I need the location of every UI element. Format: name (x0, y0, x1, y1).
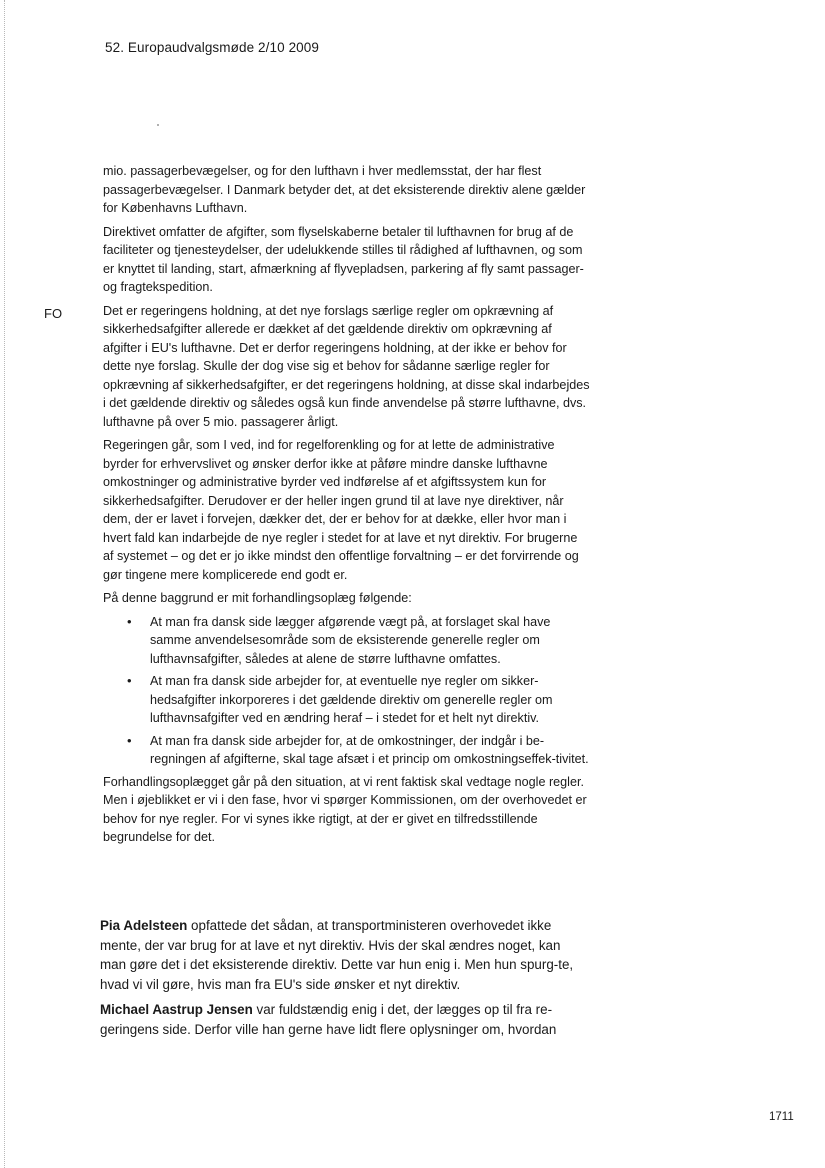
closing-paragraph: Forhandlingsoplægget går på den situation, at vi rent faktisk skal vedtage nogle regler. Men i øjeblikket er vi i den fase, hvor vi spørger Kommissionen, om der overhovedet er behov for nye regler. For vi synes ikke rigtigt, at der er givet en tilfredsstillende begrundelse for det. (103, 774, 587, 844)
speaker-name: Pia Adelsteen (100, 918, 188, 933)
paragraph-1: mio. passagerbevægelser, og for den lufthavn i hver medlemsstat, der har flest passagerbevægelser. I Danmark betyder det, at det eksisterende direktiv alene gælder for Københavns Lufthavn. (103, 164, 586, 215)
bullet-icon: • (127, 732, 132, 748)
bullet-icon: • (127, 673, 132, 688)
speech-1 (100, 916, 588, 994)
speeches (100, 916, 588, 1046)
margin-label-fo: FO (44, 306, 63, 321)
bullet-text: At man fra dansk side lægger afgørende vægt på, at forslaget skal have samme anvendelsesområde som de eksisterende generelle regler om lufthavnsafgifter, således at alene de større lufthavne omfattes. (150, 614, 551, 666)
bullet-text: At man fra dansk side arbejder for, at eventuelle nye regler om sikker-hedsafgifter inkorporeres i det gældende direktiv om generelle regler om lufthavnsafgifter ved en ændring heraf – i stedet for et helt nyt direktiv. (150, 674, 553, 725)
speech-text: opfattede det sådan, at transportministeren overhovedet ikke mente, der var brug for at lave et nyt direktiv. Hvis der skal ændres noget, kan man gøre det i det eksisterende direktiv. Dette var hun enig i. Men hun spurg-te, hvad vi vil gøre, hvis man fra EU's side ønsker et nyt direktiv. (100, 918, 574, 992)
page-number: 1711 (769, 1111, 794, 1123)
speech-text: var fuldstændig enig i det, der lægges op til fra re-geringens side. Derfor ville han gerne have lidt flere oplysninger om, hvordan (100, 1002, 557, 1037)
bullet-item (103, 672, 591, 728)
negotiation-bullets (103, 613, 591, 769)
speaker-name: Michael Aastrup Jensen (100, 1002, 253, 1018)
bullet-text: At man fra dansk side arbejder for, at de omkostninger, der indgår i be-regningen af afgifterne, skal tage afsæt i et princip om omkostningseffek-tivitet. (150, 733, 589, 766)
scan-edge-line (4, 0, 5, 1168)
speech-2 (100, 1000, 588, 1039)
scan-speck (157, 124, 159, 126)
body-text (103, 162, 591, 852)
bullet-item (103, 732, 591, 769)
paragraph-3: Det er regeringens holdning, at det nye forslags særlige regler om opkrævning af sikkerhedsafgifter allerede er dækket af det gældende direktiv om opkrævning af afgifter i EU's lufthavne. Det er derfor regeringens holdning, at der ikke er behov for dette nye forslag. Skulle der dog vise sig et behov for sådanne særlige regler for opkrævning af sikkerhedsafgifter, er det regeringens holdning, at disse skal indarbejdes i det gældende direktiv og således også kun finde anvendelse på større lufthavne, dvs. lufthavne på over 5 mio. passagerer årligt. (103, 303, 590, 429)
bullet-item (103, 613, 591, 669)
page-header: 52. Europaudvalgsmøde 2/10 2009 (105, 40, 319, 55)
bullet-icon: • (127, 613, 132, 629)
paragraph-5: På denne baggrund er mit forhandlingsoplæg følgende: (103, 591, 412, 605)
paragraph-2: Direktivet omfatter de afgifter, som flyselskaberne betaler til lufthavnen for brug af de faciliteter og tjenesteydelser, der udelukkende stilles til rådighed af lufthavnen, og som er knyttet til landing, start, afmærkning af flyvepladsen, parkering af fly samt passager- og fragtekspedition. (103, 224, 584, 294)
paragraph-4: Regeringen går, som I ved, ind for regelforenkling og for at lette de administrative byrder for erhvervslivet og ønsker derfor ikke at påføre mindre danske lufthavne omkostninger og administrative byrder ved indførelse af et afgiftssystem kun for sikkerhedsafgifter. Derudover er der heller ingen grund til at lave nye direktiver, når dem, der er lavet i forvejen, dækker det, der er behov for at dække, eller hvor man i hvert fald kan indarbejde de nye regler i stedet for at lave et nyt direktiv. For brugerne af systemet – og det er jo ikke mindst den offentlige forvaltning – er det forvirrende og gør tingene mere komplicerede end godt er. (103, 438, 579, 582)
